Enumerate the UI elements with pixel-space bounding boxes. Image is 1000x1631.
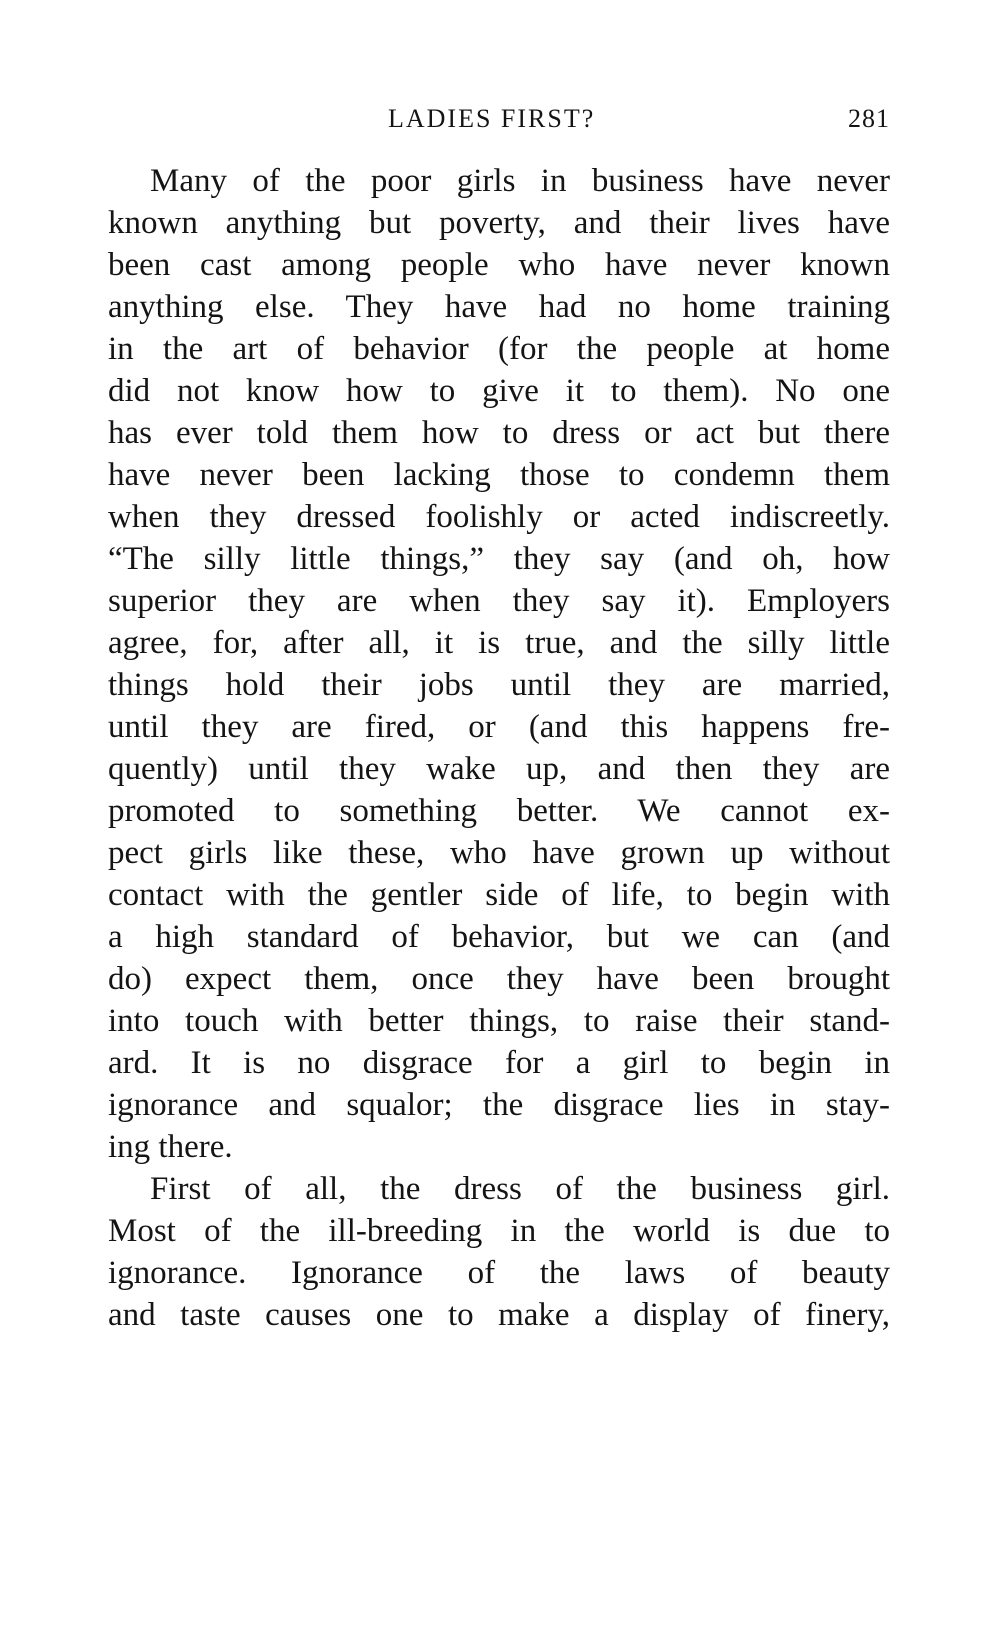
text-line: agree, for, after all, it is true, and the silly little xyxy=(108,625,890,661)
text-line: did not know how to give it to them). No one xyxy=(108,373,890,409)
paragraph xyxy=(108,1168,890,1336)
text-line: do) expect them, once they have been brought xyxy=(108,961,890,997)
text-line: things hold their jobs until they are married, xyxy=(108,667,890,703)
text-line: “The silly little things,” they say (and oh, how xyxy=(108,541,890,577)
text-line: ard. It is no disgrace for a girl to begin in xyxy=(108,1045,890,1081)
text-line: quently) until they wake up, and then they are xyxy=(108,751,890,787)
text-line: ignorance. Ignorance of the laws of beauty xyxy=(108,1255,890,1291)
running-head xyxy=(108,104,890,144)
text-line: promoted to something better. We cannot ex- xyxy=(108,793,890,829)
text-line: have never been lacking those to condemn them xyxy=(108,457,890,493)
text-line: First of all, the dress of the business girl. xyxy=(150,1171,890,1207)
running-title: LADIES FIRST? xyxy=(388,104,596,133)
text-line: pect girls like these, who have grown up without xyxy=(108,835,890,871)
text-line: Many of the poor girls in business have never xyxy=(150,163,890,199)
text-line: when they dressed foolishly or acted indiscreetly. xyxy=(108,499,890,535)
paragraph xyxy=(108,160,890,1168)
text-line: until they are fired, or (and this happens fre- xyxy=(108,709,890,745)
text-line: ignorance and squalor; the disgrace lies in stay- xyxy=(108,1087,890,1123)
text-line: been cast among people who have never known xyxy=(108,247,890,283)
text-line: anything else. They have had no home training xyxy=(108,289,890,325)
page-number: 281 xyxy=(848,104,890,133)
text-line: contact with the gentler side of life, to begin with xyxy=(108,877,890,913)
text-line: has ever told them how to dress or act but there xyxy=(108,415,890,451)
body-text xyxy=(108,160,890,1336)
text-line: known anything but poverty, and their lives have xyxy=(108,205,890,241)
text-line: a high standard of behavior, but we can (and xyxy=(108,919,890,955)
text-line: superior they are when they say it). Employers xyxy=(108,583,890,619)
text-line: in the art of behavior (for the people at home xyxy=(108,331,890,367)
text-line: and taste causes one to make a display of finery, xyxy=(108,1297,890,1333)
text-line: ing there. xyxy=(108,1129,233,1165)
text-line: into touch with better things, to raise their stand- xyxy=(108,1003,890,1039)
text-line: Most of the ill-breeding in the world is due to xyxy=(108,1213,890,1249)
